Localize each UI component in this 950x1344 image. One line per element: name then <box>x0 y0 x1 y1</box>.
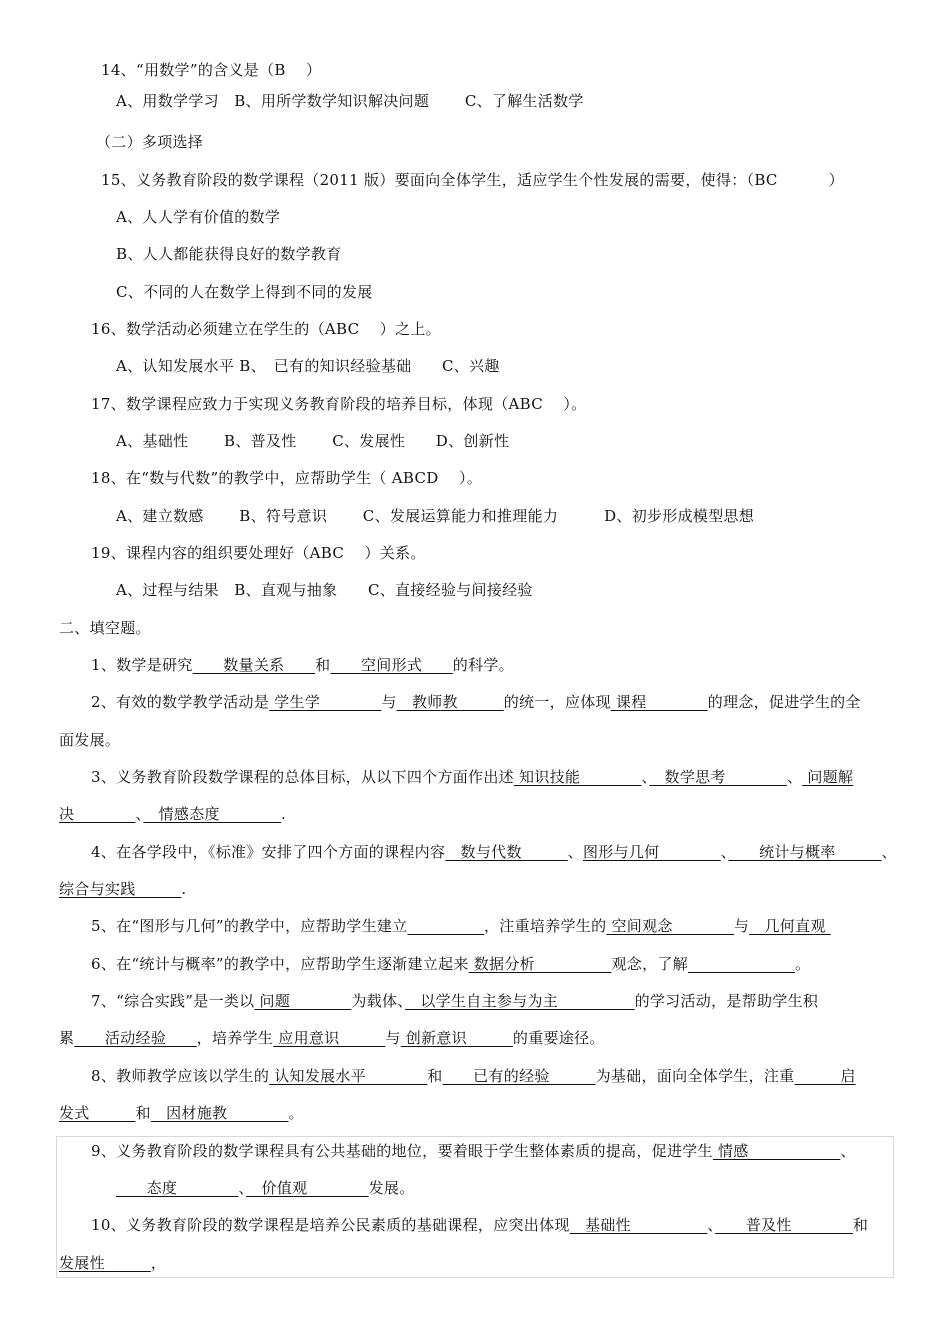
fill-question-9: 9、义务教育阶段的数学课程具有公共基础的地位，要着眼于学生整体素质的提高，促进学生 情感 、 <box>91 1142 856 1160</box>
answer-blank: 应用意识 <box>273 1029 386 1047</box>
answer-blank: 综合与实践 <box>59 880 182 898</box>
question-16-options: A、认知发展水平 B、 已有的知识经验基础 C、兴趣 <box>116 357 500 375</box>
section-multiple-choice-heading: （二）多项选择 <box>96 133 204 151</box>
fill-question-3-continued: 决 、 情感态度 . <box>59 805 287 823</box>
answer-blank: 普及性 <box>715 1216 853 1234</box>
fill-question-8-continued: 发式 和 因材施教 。 <box>59 1104 304 1122</box>
answer-blank: 问题 <box>254 992 352 1010</box>
question-15: 15、义务教育阶段的数学课程（2011 版）要面向全体学生，适应学生个性发展的需要，使得：（BC ） <box>101 171 844 189</box>
answer-blank: 情感态度 <box>143 805 282 823</box>
answer-blank: 决 <box>59 805 136 823</box>
answer-blank: 发式 <box>59 1104 136 1122</box>
answer-blank: 发展性 <box>59 1254 151 1272</box>
question-15-option-b: B、人人都能获得良好的数学教育 <box>116 245 342 263</box>
answer-blank: 以学生自主参与为主 <box>405 992 635 1010</box>
answer-blank: 教师教 <box>396 693 504 711</box>
answer-blank: 几何直观 <box>749 917 831 935</box>
question-19-options: A、过程与结果 B、直观与抽象 C、直接经验与间接经验 <box>116 581 533 599</box>
fill-question-10-continued: 发展性 ， <box>59 1254 167 1272</box>
fill-question-8: 8、教师教学应该以学生的 认知发展水平 和 已有的经验 为基础，面向全体学生，注重 启 <box>91 1067 856 1085</box>
answer-blank: 空间观念 <box>606 917 734 935</box>
question-19: 19、课程内容的组织要处理好（ABC ）关系。 <box>91 544 426 562</box>
answer-blank: 基础性 <box>569 1216 708 1234</box>
question-17: 17、数学课程应致力于实现义务教育阶段的培养目标，体现（ABC ）。 <box>91 395 587 413</box>
fill-question-1: 1、数学是研究 数量关系 和 空间形式 的科学。 <box>91 656 514 674</box>
question-14: 14、“用数学”的含义是（B ） <box>101 61 322 79</box>
question-15-option-c: C、不同的人在数学上得到不同的发展 <box>116 283 373 301</box>
answer-blank: 认知发展水平 <box>269 1067 428 1085</box>
answer-blank <box>407 917 484 935</box>
answer-blank: 数据分析 <box>468 955 612 973</box>
answer-blank: 活动经验 <box>74 1029 197 1047</box>
answer-blank: 已有的经验 <box>442 1067 596 1085</box>
fill-question-7-continued: 累 活动经验 ，培养学生 应用意识 与 创新意识 的重要途径。 <box>59 1029 605 1047</box>
fill-question-7: 7、“综合实践”是一类以 问题 为载体、 以学生自主参与为主 的学习活动，是帮助学生积 <box>91 992 819 1010</box>
answer-blank: 空间形式 <box>330 656 453 674</box>
answer-blank: 图形与几何 <box>582 843 721 861</box>
question-18: 18、在“数与代数”的教学中，应帮助学生（ ABCD ）。 <box>91 469 483 487</box>
question-15-option-a: A、人人学有价值的数学 <box>116 208 281 226</box>
answer-blank: 态度 <box>116 1179 239 1197</box>
answer-blank: 数量关系 <box>192 656 316 674</box>
answer-blank: 问题解 <box>802 768 854 786</box>
fill-question-6: 6、在“统计与概率”的教学中，应帮助学生逐渐建立起来 数据分析 观念，了解 。 <box>91 955 811 973</box>
fill-question-2: 2、有效的数学教学活动是 学生学 与 教师教 的统一，应体现 课程 的理念，促进学生的全 <box>91 693 861 711</box>
fill-question-5: 5、在“图形与几何”的教学中，应帮助学生建立 ，注重培养学生的 空间观念 与 几何直观 <box>91 917 831 935</box>
answer-blank: 数学思考 <box>649 768 787 786</box>
answer-blank: 知识技能 <box>513 768 642 786</box>
fill-question-4: 4、在各学段中，《标准》安排了四个方面的课程内容 数与代数 、图形与几何 、 统计与概率 、 <box>91 843 897 861</box>
fill-question-3: 3、义务教育阶段数学课程的总体目标，从以下四个方面作出述 知识技能 、 数学思考 、 问题解 <box>91 768 854 786</box>
fill-question-2-continued: 面发展。 <box>59 731 121 749</box>
section-fill-blank-heading: 二、填空题。 <box>59 619 151 637</box>
answer-blank: 课程 <box>610 693 708 711</box>
answer-blank: 因材施教 <box>150 1104 289 1122</box>
fill-question-4-continued: 综合与实践 . <box>59 880 187 898</box>
fill-question-9-continued: 态度 、 价值观 发展。 <box>116 1179 415 1197</box>
question-16: 16、数学活动必须建立在学生的（ABC ）之上。 <box>91 320 441 338</box>
fill-question-10: 10、义务教育阶段的数学课程是培养公民素质的基础课程，应突出体现 基础性 、 普及性 和 <box>91 1216 869 1234</box>
answer-blank: 创新意识 <box>400 1029 513 1047</box>
answer-blank <box>688 955 795 973</box>
answer-blank: 启 <box>794 1067 856 1085</box>
answer-blank: 统计与概率 <box>728 843 882 861</box>
answer-blank: 情感 <box>712 1142 841 1160</box>
answer-blank: 数与代数 <box>445 843 568 861</box>
answer-blank: 价值观 <box>246 1179 369 1197</box>
question-18-options: A、建立数感 B、符号意识 C、发展运算能力和推理能力 D、初步形成模型思想 <box>116 507 755 525</box>
answer-blank: 学生学 <box>269 693 382 711</box>
question-14-options: A、用数学学习 B、用所学数学知识解决问题 C、了解生活数学 <box>116 92 584 110</box>
question-17-options: A、基础性 B、普及性 C、发展性 D、创新性 <box>116 432 510 450</box>
